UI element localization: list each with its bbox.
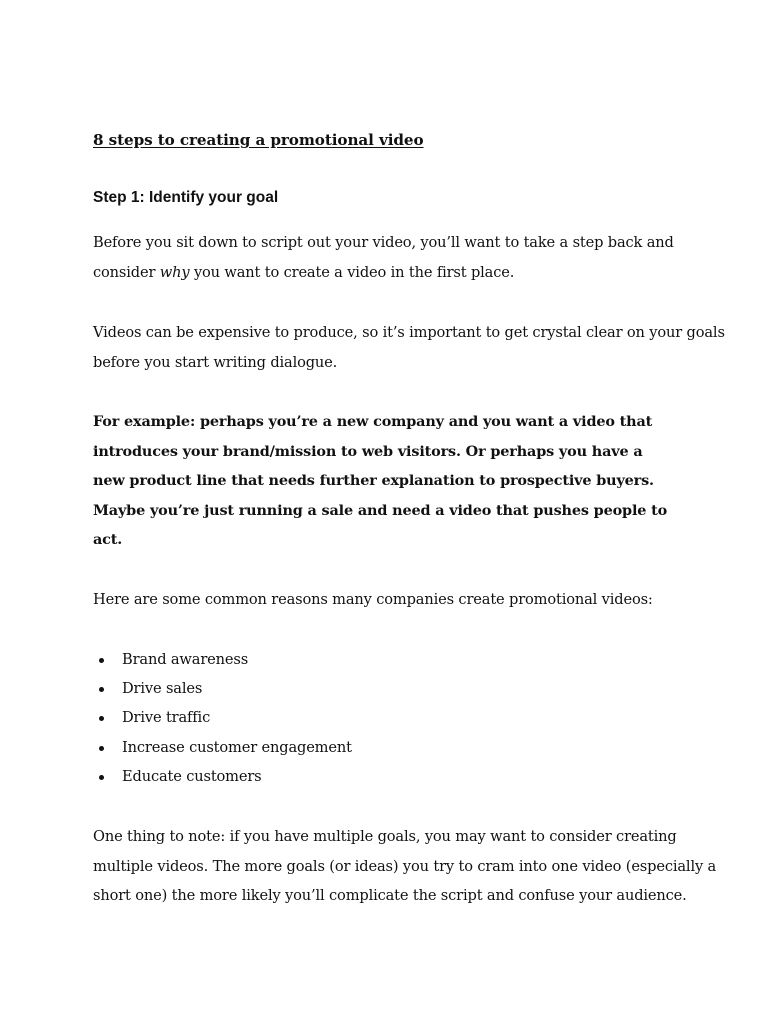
emphasis-why: why — [159, 263, 190, 281]
paragraph-note — [93, 822, 716, 911]
document-title: 8 steps to creating a promotional video — [93, 131, 424, 149]
step-1-heading: Step 1: Identify your goal — [93, 189, 279, 206]
paragraph-cost — [93, 318, 725, 377]
paragraph-reasons-intro — [93, 585, 653, 615]
list-item-text: Brand awareness — [122, 651, 249, 668]
paragraph-line: short one) the more likely you’ll complicate the script and confuse your audience. — [93, 887, 687, 904]
bullet-icon — [99, 658, 104, 663]
reasons-list — [93, 645, 352, 791]
paragraph-line: Here are some common reasons many companies create promotional videos: — [93, 591, 653, 608]
paragraph-line: introduces your brand/mission to web visitors. Or perhaps you have a — [93, 442, 643, 460]
paragraph-line: multiple videos. The more goals (or ideas) you try to cram into one video (especially a — [93, 857, 717, 875]
paragraph-line: Maybe you’re just running a sale and need a video that pushes people to — [93, 501, 668, 519]
paragraph-intro — [93, 228, 674, 287]
line-text: you want to create a video in the first place. — [189, 263, 515, 281]
paragraph-line: Before you sit down to script out your video, you’ll want to take a step back and — [93, 234, 674, 251]
list-item-text: Drive sales — [122, 680, 203, 698]
paragraph-line: One thing to note: if you have multiple goals, you may want to consider creating — [93, 828, 677, 845]
bullet-icon — [99, 775, 104, 780]
list-item — [93, 733, 352, 762]
bullet-icon — [99, 687, 104, 692]
paragraph-line — [93, 258, 674, 288]
list-item-text: Educate customers — [122, 767, 262, 785]
list-item — [93, 645, 352, 674]
paragraph-line: new product line that needs further explanation to prospective buyers. — [93, 472, 654, 489]
paragraph-line: For example: perhaps you’re a new company and you want a video that — [93, 413, 653, 430]
bullet-icon — [99, 746, 104, 751]
list-item — [93, 703, 352, 732]
paragraph-example — [93, 407, 667, 555]
line-text: consider — [93, 263, 160, 281]
list-item — [93, 762, 352, 791]
list-item-text: Increase customer engagement — [122, 738, 352, 756]
paragraph-line: Videos can be expensive to produce, so it’s important to get crystal clear on your goals — [93, 324, 725, 341]
list-item-text: Drive traffic — [122, 709, 211, 727]
paragraph-line: act. — [93, 531, 123, 548]
bullet-icon — [99, 716, 104, 721]
list-item — [93, 674, 352, 703]
paragraph-line: before you start writing dialogue. — [93, 353, 338, 371]
